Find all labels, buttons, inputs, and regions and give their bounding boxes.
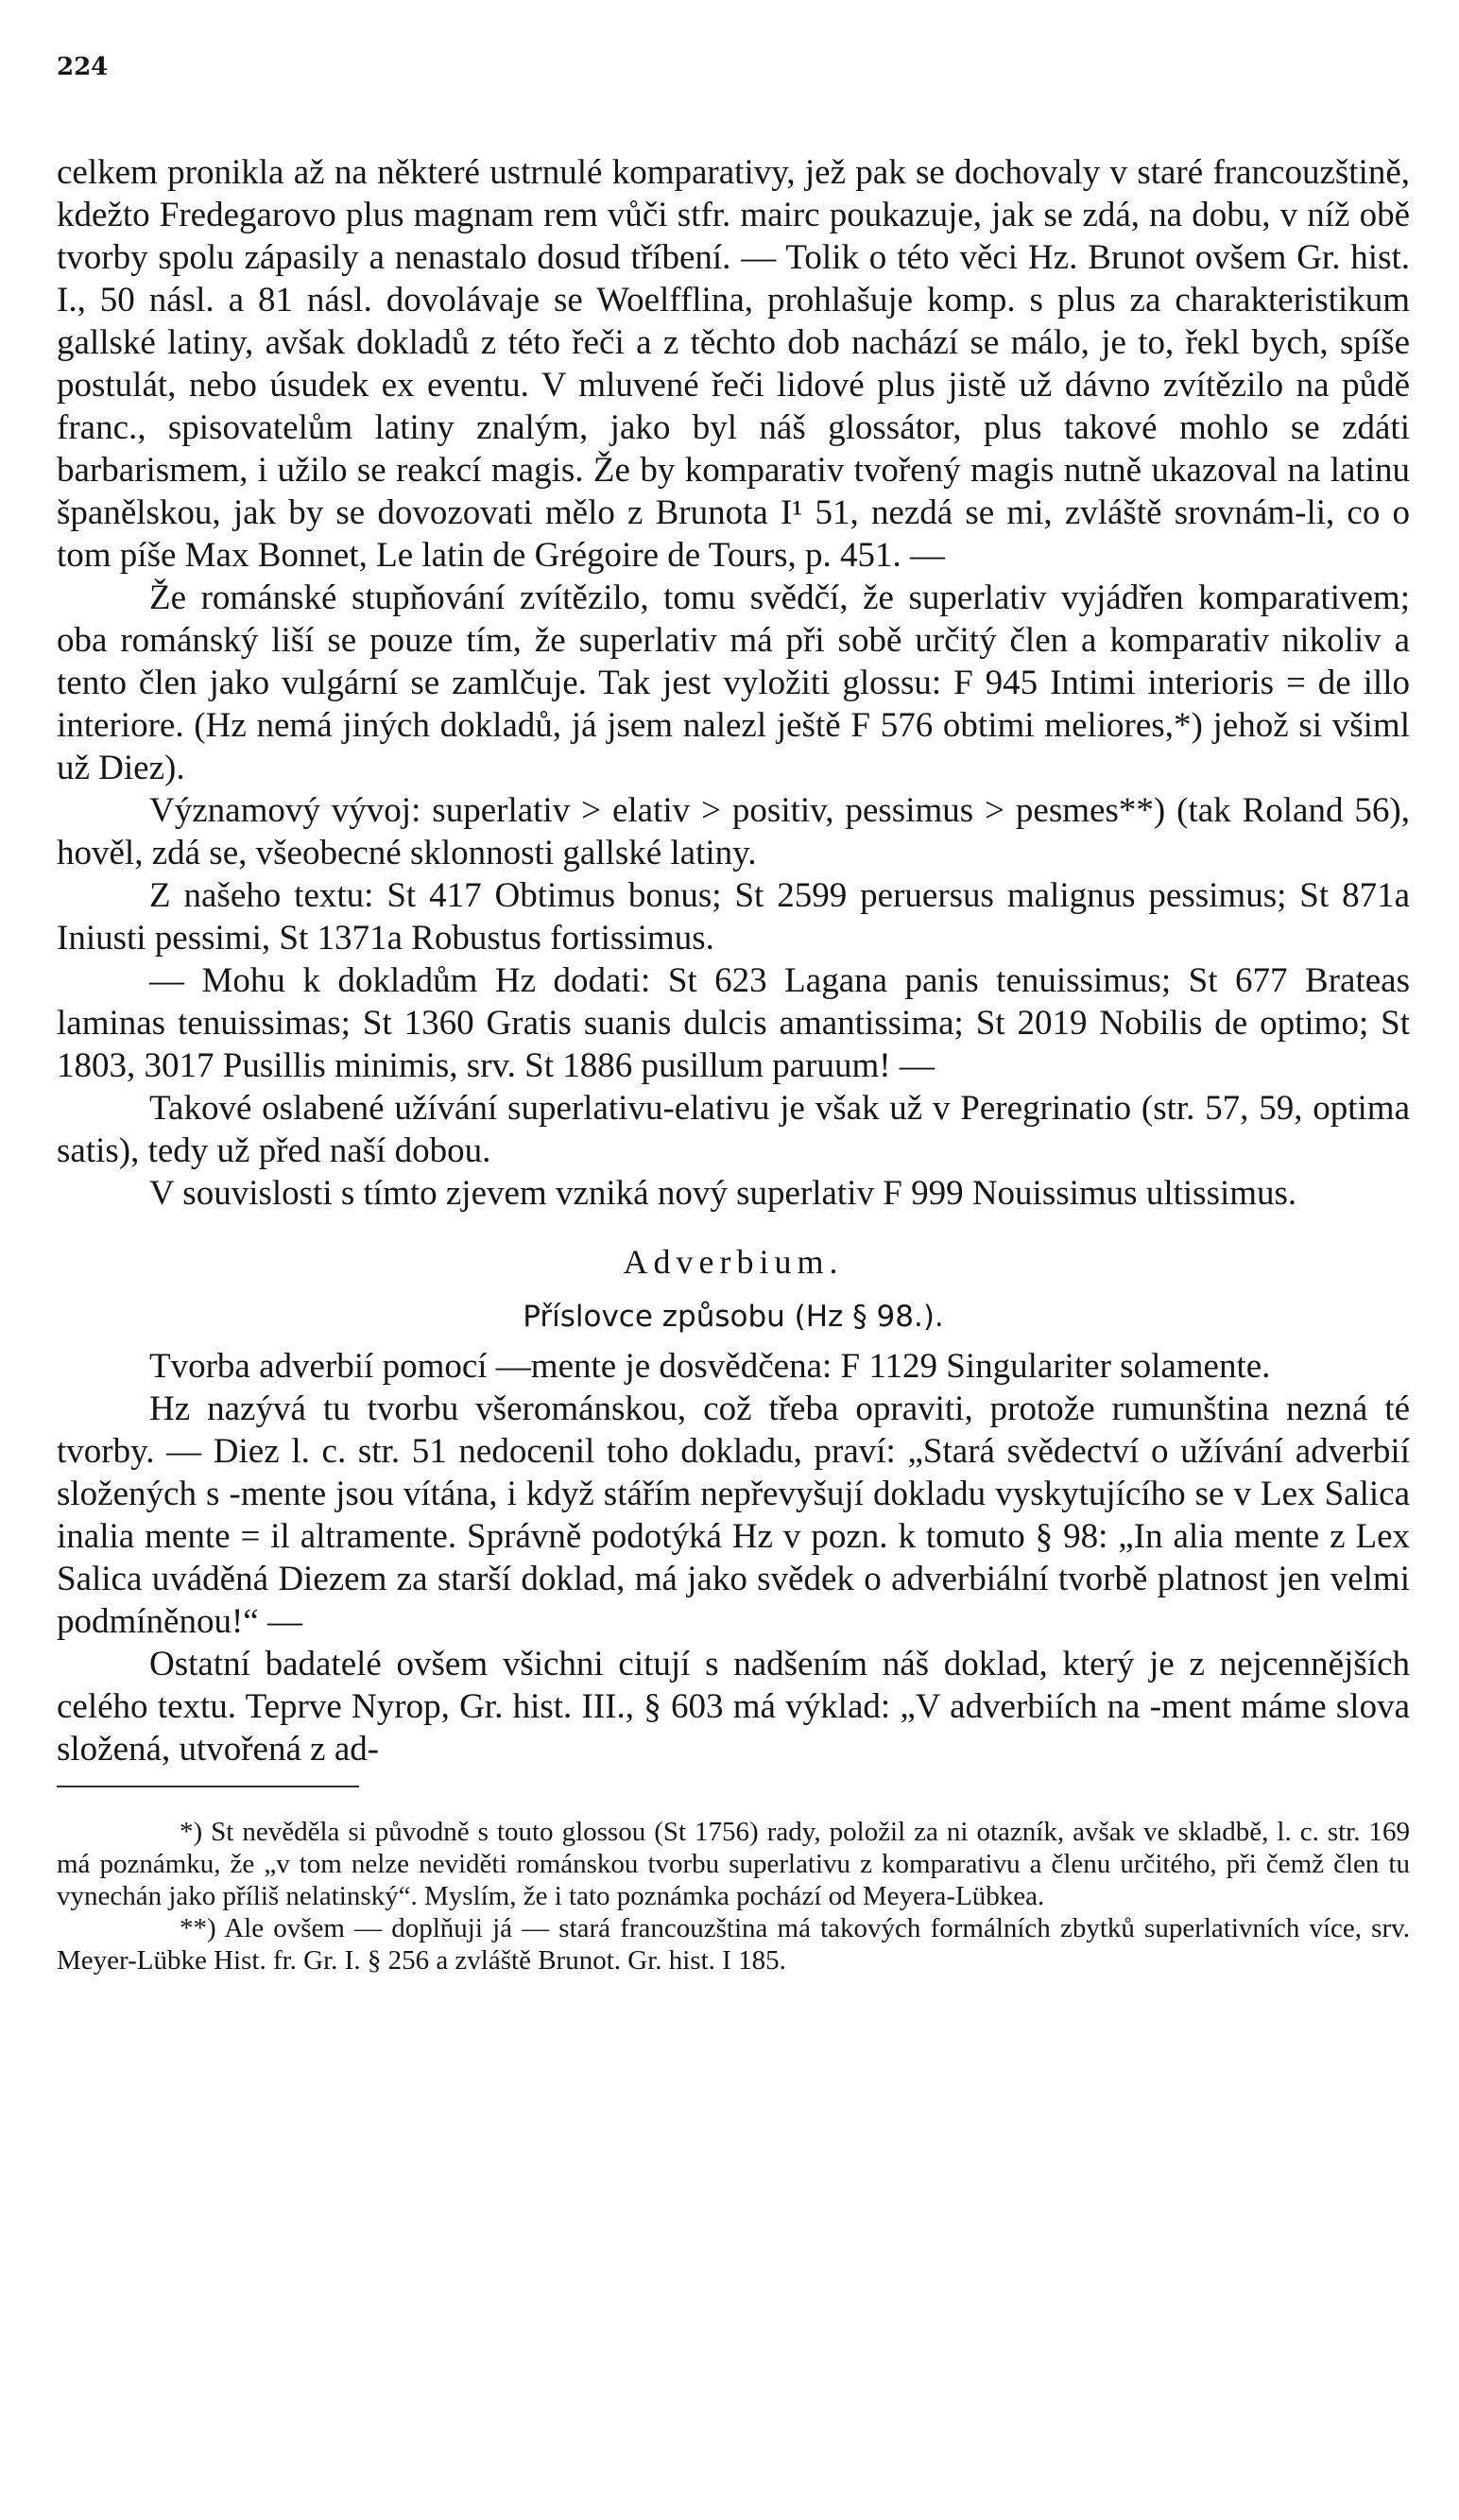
paragraph-7: V souvislosti s tímto zjevem vzniká nový superlativ F 999 Nouissimus ultissimus.: [149, 1174, 1297, 1213]
page-body: [57, 151, 1410, 1976]
paragraph-10: Ostatní badatelé ovšem všichni citují s nadšením náš doklad, který je z nejcennějších celého textu. Teprve Nyrop, Gr. hist. III., § 603 má výklad: „V adverbiích na -ment máme slova složená, utvořená z ad-: [57, 1645, 1410, 1769]
paragraph-9: Hz nazývá tu tvorbu všerománskou, což třeba opraviti, protože rumunština nezná té tvorby. — Diez l. c. str. 51 nedocenil toho dokladu, praví: „Stará svědectví o užívání adverbií složených s -mente jsou vítána, i když stářím nepřevyšují dokladu vyskytujícího se v Lex Salica inalia mente = il altramente. Správně podotýká Hz v pozn. k tomuto § 98: „In alia mente z Lex Salica uváděná Diezem za starší doklad, má jako svědek o adverbiální tvorbě platnost jen velmi podmíněnou!“ —: [57, 1389, 1410, 1641]
section-heading: Adverbium.: [623, 1243, 844, 1281]
paragraph-4: Z našeho textu: St 417 Obtimus bonus; St 2599 peruersus malignus pessimus; St 871a Iniusti pessimi, St 1371a Robustus fortissimus.: [57, 876, 1410, 958]
footnotes: [57, 1816, 1410, 1976]
paragraph-1: celkem pronikla až na některé ustrnulé komparativy, jež pak se dochovaly v staré francouzštině, kdežto Fredegarovo plus magnam rem vůči stfr. mairc poukazuje, jak se zdá, na dobu, v níž obě tvorby spolu zápasily a nenastalo dosud tříbení. — Tolik o této věci Hz. Brunot ovšem Gr. hist. I., 50 násl. a 81 násl. dovolávaje se Woelfflina, prohlašuje komp. s plus za charakteristikum gallské latiny, avšak dokladů z této řeči a z těchto dob nachází se málo, je to, řekl bych, spíše postulát, nebo úsudek ex eventu. V mluvené řeči lidové plus jistě už dávno zvítězilo na půdě franc., spisovatelům latiny znalým, jako byl náš glossátor, plus takové mohlo se zdáti barbarismem, i užilo se reakcí magis. Že by komparativ tvořený magis nutně ukazoval na latinu španělskou, jak by se dovozovati mělo z Brunota I¹ 51, nezdá se mi, zvláště srovnám-li, co o tom píše Max Bonnet, Le latin de Grégoire de Tours, p. 451. —: [57, 153, 1410, 575]
paragraph-3: Významový vývoj: superlativ > elativ > positiv, pessimus > pesmes**) (tak Roland 56), hověl, zdá se, všeobecné sklonnosti gallské latiny.: [57, 791, 1410, 872]
paragraph-5: — Mohu k dokladům Hz dodati: St 623 Lagana panis tenuissimus; St 677 Brateas laminas tenuissimas; St 1360 Gratis suanis dulcis amantissima; St 2019 Nobilis de optimo; St 1803, 3017 Pusillis minimis, srv. St 1886 pusillum paruum! —: [57, 961, 1410, 1085]
footnote-1: *) St nevěděla si původně s touto glossou (St 1756) rady, položil za ni otazník, avšak ve skladbě, l. c. str. 169 má poznámku, že „v tom nelze neviděti románskou tvorbu superlativu z komparativu a členu určitého, při čemž člen tu vynechán jako příliš nelatinský“. Myslím, že i tato poznámka pochází od Meyera-Lübkea.: [57, 1817, 1410, 1911]
subsection-heading: Příslovce způsobu (Hz § 98.).: [523, 1300, 944, 1334]
page-number: 224: [57, 53, 109, 81]
paragraph-8: Tvorba adverbií pomocí —mente je dosvědčena: F 1129 Singulariter solamente.: [149, 1347, 1271, 1386]
footnote-2: **) Ale ovšem — doplňuji já — stará francouzština má takových formálních zbytků superlativních více, srv. Meyer-Lübke Hist. fr. Gr. I. § 256 a zvláště Brunot. Gr. hist. I 185.: [57, 1913, 1410, 1976]
paragraph-2: Že románské stupňování zvítězilo, tomu svědčí, že superlativ vyjádřen komparativem; oba románský liší se pouze tím, že superlativ má při sobě určitý člen a komparativ nikoliv a tento člen jako vulgární se zamlčuje. Tak jest vyložiti glossu: F 945 Intimi interioris = de illo interiore. (Hz nemá jiných dokladů, já jsem nalezl ještě F 576 obtimi meliores,*) jehož si všiml už Diez).: [57, 578, 1410, 787]
footnote-divider: [57, 1786, 359, 1787]
paragraph-6: Takové oslabené užívání superlativu-elativu je však už v Peregrinatio (str. 57, 59, optima satis), tedy už před naší dobou.: [57, 1089, 1410, 1170]
